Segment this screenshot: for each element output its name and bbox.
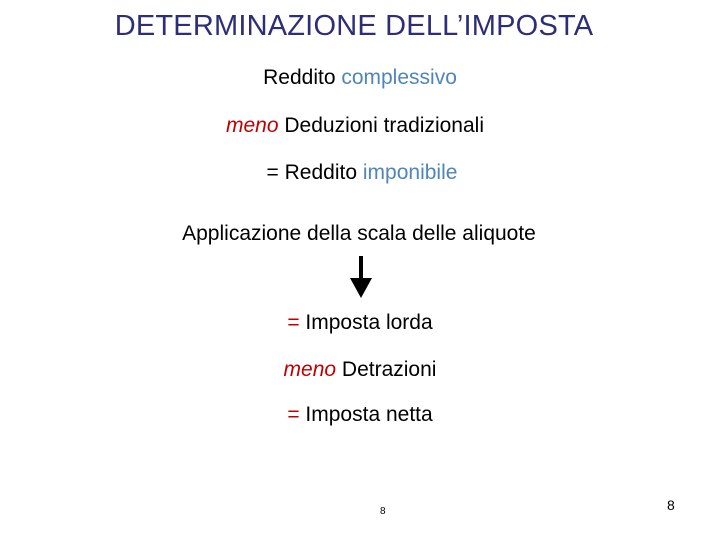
line-operator: = <box>287 403 300 426</box>
footer-page-number: 8 <box>380 506 386 517</box>
line-operator: meno <box>283 358 337 381</box>
line-detrazioni <box>0 358 720 382</box>
down-arrow-icon <box>350 256 372 298</box>
line-highlight: complessivo <box>341 66 457 89</box>
line-text: Applicazione della scala delle aliquote <box>182 222 536 245</box>
line-text: Reddito <box>263 66 342 89</box>
line-reddito-imponibile <box>2 161 720 185</box>
line-imposta-lorda <box>0 311 720 335</box>
line-text: Deduzioni tradizionali <box>278 114 484 137</box>
line-text: Imposta lorda <box>299 311 433 334</box>
slide-page-number: 8 <box>667 497 675 513</box>
line-operator: meno <box>226 114 279 137</box>
line-text: Detrazioni <box>336 358 437 381</box>
line-applicazione-aliquote <box>0 222 719 246</box>
line-text: Imposta netta <box>299 403 433 426</box>
line-reddito-complessivo <box>0 66 720 90</box>
line-deduzioni <box>0 114 715 138</box>
slide-title: DETERMINAZIONE DELL’IMPOSTA <box>114 10 594 42</box>
line-highlight: imponibile <box>362 161 458 184</box>
line-imposta-netta <box>0 403 720 427</box>
line-operator: = <box>287 311 300 334</box>
line-text: = Reddito <box>266 161 363 184</box>
